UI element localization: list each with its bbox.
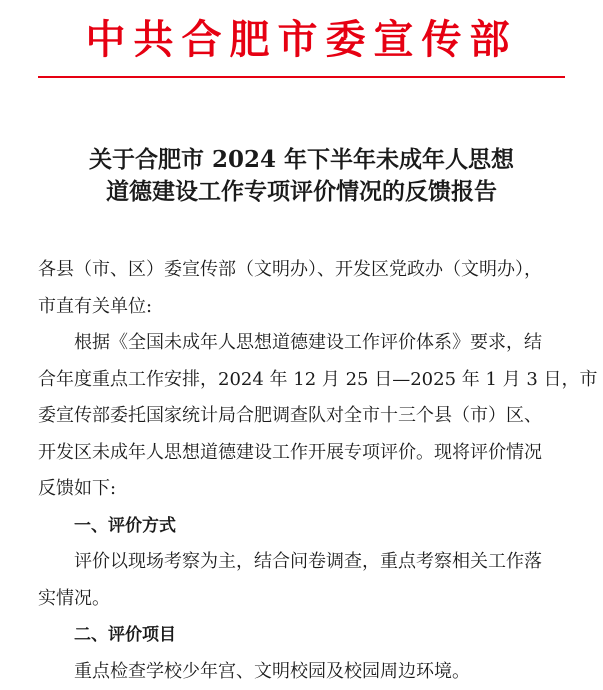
addressee-line-2: 市直有关单位: xyxy=(38,289,572,326)
section-1-line-1: 评价以现场考察为主，结合问卷调查，重点考察相关工作落 xyxy=(38,544,572,581)
addressee xyxy=(38,252,572,325)
section-2-paragraph xyxy=(38,654,572,690)
document-title xyxy=(0,144,603,208)
intro-line-4: 开发区未成年人思想道德建设工作开展专项评价。现将评价情况 xyxy=(38,435,572,472)
org-letterhead: 中共合肥市委宣传部 xyxy=(0,14,603,66)
intro-line-2: 合年度重点工作安排，2024 年 12 月 25 日—2025 年 1 月 3 日，市 xyxy=(38,362,572,399)
intro-line-1: 根据《全国未成年人思想道德建设工作评价体系》要求，结 xyxy=(38,325,572,362)
red-divider-line xyxy=(38,76,565,78)
title-line-1: 关于合肥市 2024 年下半年未成年人思想 xyxy=(0,144,603,176)
intro-paragraph xyxy=(38,325,572,508)
section-1-paragraph xyxy=(38,544,572,617)
title-line-2: 道德建设工作专项评价情况的反馈报告 xyxy=(0,176,603,208)
intro-line-3: 委宣传部委托国家统计局合肥调查队对全市十三个县（市）区、 xyxy=(38,398,572,435)
section-2-line-1: 重点检查学校少年宫、文明校园及校园周边环境。 xyxy=(38,654,572,690)
section-2-heading: 二、评价项目 xyxy=(38,617,572,654)
section-1-heading: 一、评价方式 xyxy=(38,508,572,545)
addressee-line-1: 各县（市、区）委宣传部（文明办）、开发区党政办（文明办）， xyxy=(38,252,572,289)
section-1-line-2: 实情况。 xyxy=(38,581,572,618)
intro-line-5: 反馈如下: xyxy=(38,471,572,508)
document-body xyxy=(38,252,572,690)
